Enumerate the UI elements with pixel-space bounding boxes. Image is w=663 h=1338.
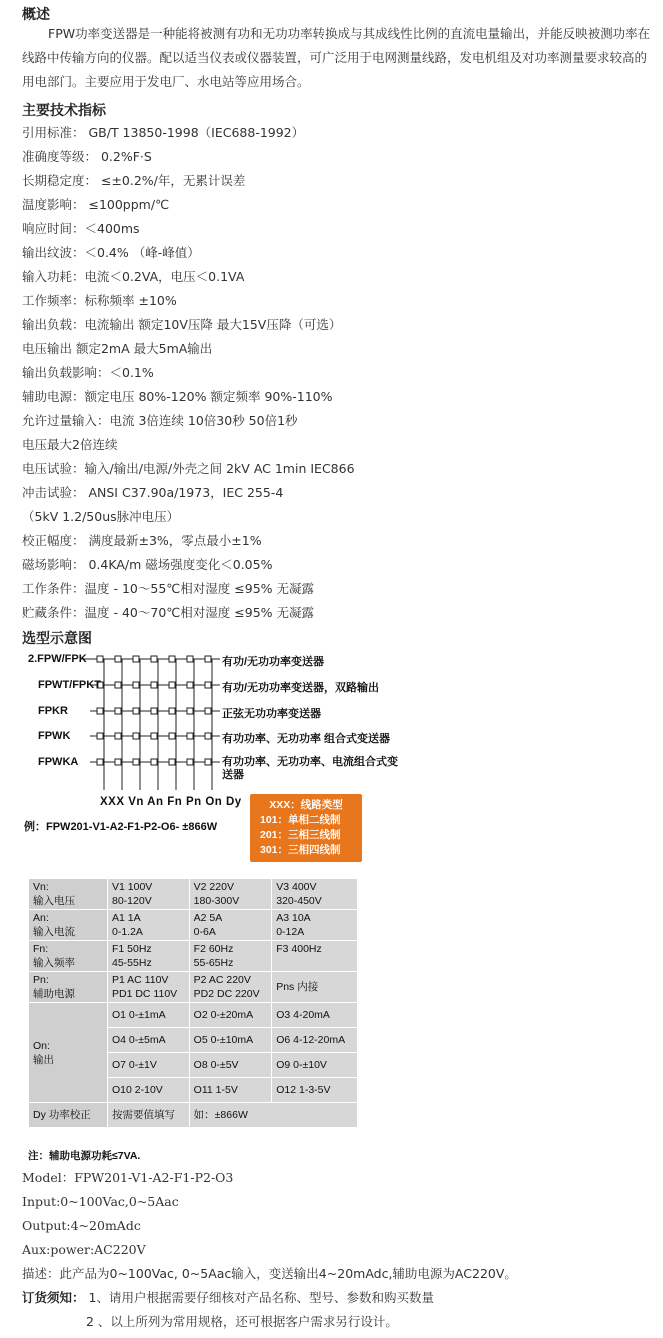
spec-line: 辅助电源：额定电压 80%-120% 额定频率 90%-110% [22,389,333,404]
table-cell: O9 0-±10V [272,1053,358,1078]
table-row [29,910,358,941]
spec-line: 响应时间：＜400ms [22,221,140,236]
spec-line: 允许过量输入：电流 3倍连续 10倍30秒 50倍1秒 [22,413,298,428]
table-cell: O2 0-±20mA [189,1003,272,1028]
row-desc-1: 有功/无功功率变送器 [222,656,325,668]
vn-label: Vn: 输入电压 [29,879,108,910]
spec-line: 电压输出 额定2mA 最大5mA输出 [22,341,213,356]
spec-line: 输入功耗：电流＜0.2VA，电压＜0.1VA [22,269,245,284]
table-cell: O7 0-±1V [108,1053,190,1078]
overview-paragraph: FPW功率变送器是一种能将被测有功和无功功率转换成与其成线性比例的直流电量输出，并能反映被测功率在线路中传输方向的仪器。配以适当仪表或仪器装置，可广泛用于电网测量线路，发电机组及对功率测量要求较高的用电部门。主要应用于发电厂、水电站等应用场合。 [22,26,651,89]
table-cell: V1 100V 80-120V [108,879,190,910]
spec-line: 准确度等级： 0.2%F·S [22,149,152,164]
order-notes [22,1290,434,1306]
order-item-1: 1、请用户根据需要仔细核对产品名称、型号、参数和购买数量 [88,1290,434,1305]
an-label: An: 输入电流 [29,910,108,941]
spec-line: 校正幅度： 满度最新±3%，零点最小±1% [22,533,262,548]
diagram-heading: 选型示意图 [22,631,92,647]
row-desc-3: 正弦无功功率变送器 [222,708,321,720]
table-cell: V2 220V 180-300V [189,879,272,910]
table-cell: O10 2-10V [108,1078,190,1103]
spec-line: 贮藏条件：温度 - 40～70℃相对湿度 ≤95% 无凝露 [22,605,315,620]
table-cell: O6 4-12-20mA [272,1028,358,1053]
parameter-table [28,878,358,1128]
model-line: Model：FPW201-V1-A2-F1-P2-O3 [22,1170,234,1185]
table-cell: O3 4-20mA [272,1003,358,1028]
table-row [29,941,358,972]
pn-label: Pn: 辅助电源 [29,972,108,1003]
row-desc-2: 有功/无功功率变送器，双路输出 [222,682,380,694]
order-label: 订货须知： [22,1290,85,1305]
table-cell: Pns 内接 [272,972,358,1003]
dy-label: Dy 功率校正 [29,1103,108,1128]
spec-line: 磁场影响： 0.4KA/m 磁场强度变化＜0.05% [22,557,273,572]
fn-label: Fn: 输入频率 [29,941,108,972]
spec-line: 电压最大2倍连续 [22,437,118,452]
row-desc-4: 有功功率、无功功率 组合式变送器 [222,733,391,745]
table-cell: V3 400V 320-450V [272,879,358,910]
spec-line: 输出纹波：＜0.4% （峰-峰值） [22,245,200,260]
spec-line: 引用标准： GB/T 13850-1998（IEC688-1992） [22,125,305,140]
diagram-note: 注：辅助电源功耗≤7VA. [28,1150,141,1162]
dy-text: 按需要值填写 [108,1103,190,1128]
line-type-101: 101：单相二线制 [260,814,341,826]
description-line: 描述：此产品为0~100Vac, 0~5Aac输入，变送输出4~20mAdc,辅助电源为AC220V。 [22,1266,517,1281]
on-label: On: 输出 [29,1003,108,1103]
spec-line: 电压试验：输入/输出/电源/外壳之间 2kV AC 1min IEC866 [22,461,355,476]
table-cell: F1 50Hz 45-55Hz [108,941,190,972]
order-item-2: 2 、以上所列为常用规格，还可根据客户需求另行设计。 [86,1314,398,1329]
output-line: Output:4~20mAdc [22,1218,141,1233]
row-code-5: FPWKA [38,756,79,768]
spec-line: 冲击试验： ANSI C37.90a/1973，IEC 255-4 [22,485,284,500]
specs-heading: 主要技术指标 [22,103,106,119]
table-cell: O4 0-±5mA [108,1028,190,1053]
spec-line: 工作频率：标称频率 ±10% [22,293,177,308]
spec-line: 温度影响： ≤100ppm/℃ [22,197,170,212]
table-cell: A2 5A 0-6A [189,910,272,941]
row-code-2: FPWT/FPKT [38,679,101,691]
table-cell: P1 AC 110V PD1 DC 110V [108,972,190,1003]
table-cell: O1 0-±1mA [108,1003,190,1028]
spec-line: 输出负载影响：＜0.1% [22,365,154,380]
table-row [29,1103,358,1128]
table-cell: O8 0-±5V [189,1053,272,1078]
table-row [29,879,358,910]
table-cell: O12 1-3-5V [272,1078,358,1103]
table-cell: F2 60Hz 55-65Hz [189,941,272,972]
selection-diagram [22,650,402,1166]
table-cell: F3 400Hz [272,941,358,972]
table-cell: P2 AC 220V PD2 DC 220V [189,972,272,1003]
line-type-201: 201：三相三线制 [260,829,341,841]
aux-line: Aux:power:AC220V [22,1242,146,1257]
spec-line: （5kV 1.2/50us脉冲电压） [22,509,180,524]
table-cell: A3 10A 0-12A [272,910,358,941]
row-desc-5: 有功功率、无功功率、电流组合式变送器 [222,756,398,781]
line-type-box [250,794,362,862]
example-model: 例：FPW201-V1-A2-F1-P2-O6- ±866W [24,821,218,833]
input-line: Input:0~100Vac,0~5Aac [22,1194,179,1209]
row-code-3: FPKR [38,705,68,717]
spec-line: 工作条件：温度 - 10～55℃相对湿度 ≤95% 无凝露 [22,581,315,596]
line-type-301: 301：三相四线制 [260,844,341,856]
dy-example: 如：±866W [189,1103,357,1128]
row-code-1: 2.FPW/FPK [28,653,87,665]
line-type-header: XXX：线路类型 [269,799,343,811]
table-cell: O11 1-5V [189,1078,272,1103]
table-row [29,1003,358,1028]
spec-line: 长期稳定度： ≤±0.2%/年，无累计误差 [22,173,246,188]
table-row [29,972,358,1003]
overview-heading: 概述 [22,7,50,23]
table-cell: O5 0-±10mA [189,1028,272,1053]
table-cell: A1 1A 0-1.2A [108,910,190,941]
row-code-4: FPWK [38,730,71,742]
spec-line: 输出负载：电流输出 额定10V压降 最大15V压降（可选） [22,317,342,332]
field-codes: XXX Vn An Fn Pn On Dy [100,796,242,808]
